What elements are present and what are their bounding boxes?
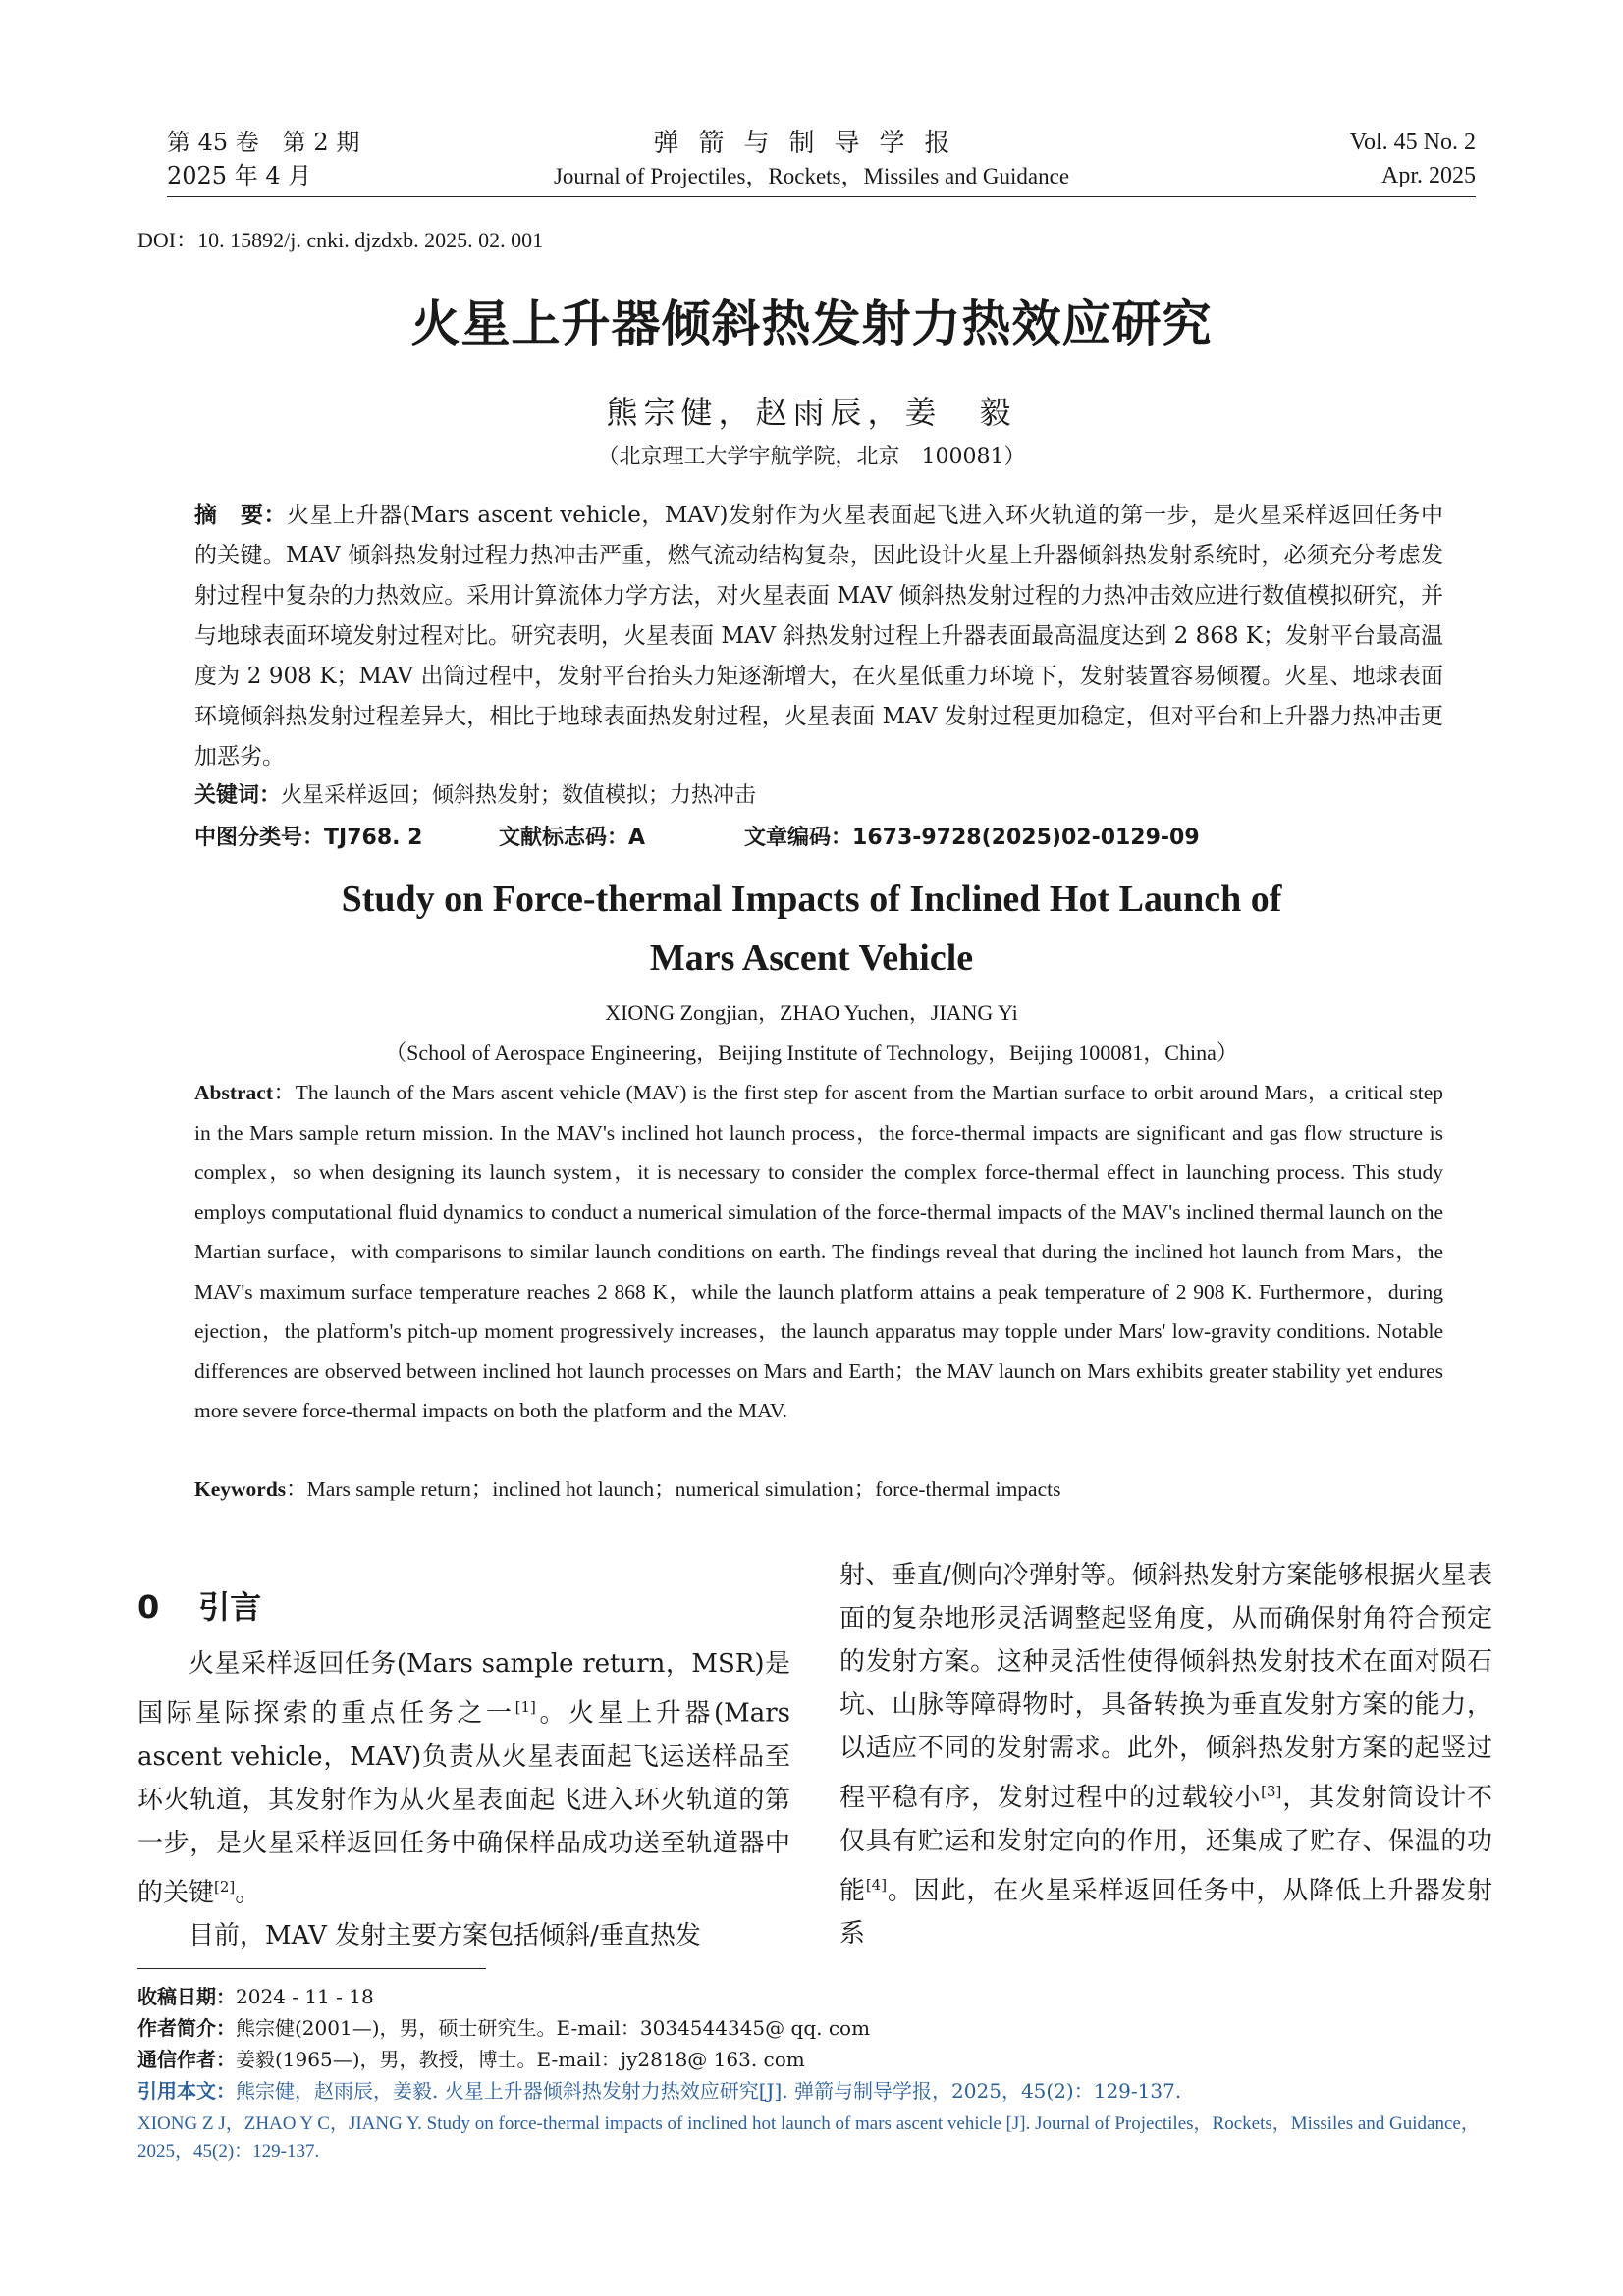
abstract-cn-label: 摘 要： <box>194 503 288 528</box>
authors-cn: 熊宗健，赵雨辰，姜 毅 <box>606 394 1017 431</box>
abstract-cn <box>194 496 1443 777</box>
article-code: 文章编码：1673-9728(2025)02-0129-09 <box>744 826 1200 850</box>
corresponding-author: 通信作者：姜毅(1965—)，男，教授，博士。E-mail：jy2818@ 163. com <box>137 2048 805 2071</box>
header-rule <box>167 196 1476 197</box>
paper-title-en-line1: Study on Force-thermal Impacts of Inclined Hot Launch of <box>341 879 1282 920</box>
section-heading <box>137 1582 261 1628</box>
abstract-en-label: Abstract <box>194 1081 274 1104</box>
citation-ref[interactable]: [2] <box>214 1877 236 1896</box>
issue-date-en: Apr. 2025 <box>1381 163 1476 188</box>
body-column-right <box>839 1554 1492 1955</box>
citation-en: XIONG Z J，ZHAO Y C，JIANG Y. Study on force-thermal impacts of inclined hot launch of mars ascent vehicle [J]. Journal of Projectiles，Rockets，Missiles and Guidance，2025，45(2)：129-137. <box>137 2113 1480 2162</box>
abstract-cn-text: 火星上升器(Mars ascent vehicle，MAV)发射作为火星表面起飞进入环火轨道的第一步，是火星采样返回任务中的关键。MAV 倾斜热发射过程力热冲击严重，燃气流动结构复杂，因此设计火星上升器倾斜热发射系统时，必须充分考虑发射过程中复杂的力热效应。采用计算流体力学方法，对火星表面 MAV 倾斜热发射过程的力热冲击效应进行数值模拟研究，并与地球表面环境发射过程对比。研究表明，火星表面 MAV 斜热发射过程上升器表面最高温度达到 2 868 K；发射平台最高温度为 2 908 K；MAV 出筒过程中，发射平台抬头力矩逐渐增大，在火星低重力环境下，发射装置容易倾覆。火星、地球表面环境倾斜热发射过程差异大，相比于地球表面热发射过程，火星表面 MAV 发射过程更加稳定，但对平台和上升器力热冲击更加恶劣。 <box>194 503 1443 770</box>
journal-name-en: Journal of Projectiles，Rockets，Missiles and Guidance <box>553 164 1070 188</box>
body-column-left <box>137 1642 790 1957</box>
keywords-cn <box>194 778 756 809</box>
citation-ref[interactable]: [3] <box>1261 1783 1282 1800</box>
journal-name-cn: 弹箭与制导学报 <box>653 129 970 158</box>
received-date: 收稿日期：2024 - 11 - 18 <box>137 1985 374 2008</box>
footnote-rule <box>137 1968 486 1969</box>
keywords-cn-text: 火星采样返回；倾斜热发射；数值模拟；力热冲击 <box>281 783 757 808</box>
citation-ref[interactable]: [1] <box>514 1698 536 1716</box>
section-title: 引言 <box>198 1588 262 1626</box>
authors-en: XIONG Zongjian，ZHAO Yuchen，JIANG Yi <box>605 1000 1018 1025</box>
doi: DOI：10. 15892/j. cnki. djzdxb. 2025. 02. 001 <box>137 228 544 252</box>
abstract-en <box>194 1073 1443 1431</box>
keywords-en-text: ：Mars sample return；inclined hot launch；numerical simulation；force-thermal impacts <box>286 1477 1061 1501</box>
volume-issue-en: Vol. 45 No. 2 <box>1349 130 1476 155</box>
keywords-cn-label: 关键词： <box>194 783 282 808</box>
paper-title-en-line2: Mars Ascent Vehicle <box>649 937 974 979</box>
clc-code: 中图分类号：TJ768. 2 <box>194 826 423 850</box>
paragraph: 火星采样返回任务(Mars sample return，MSR)是国际星际探索的重点任务之一[1]。火星上升器(Mars ascent vehicle，MAV)负责从火星表面起飞运送样品至环火轨道，其发射作为从火星表面起飞进入环火轨道的第一步，是火星采样返回任务中确保样品成功送至轨道器中的关键[2]。 <box>137 1649 790 1908</box>
affiliation-cn: （北京理工大学宇航学院，北京 100081） <box>597 445 1026 469</box>
author-bio: 作者简介：熊宗健(2001—)，男，硕士研究生。E-mail：3034544345@ qq. com <box>137 2016 871 2040</box>
classification-row <box>194 821 1443 851</box>
affiliation-en: （School of Aerospace Engineering，Beijing Institute of Technology，Beijing 100081，China） <box>385 1041 1238 1065</box>
paragraph: 目前，MAV 发射主要方案包括倾斜/垂直热发 <box>189 1921 701 1951</box>
issue-date-cn: 2025 年 4 月 <box>167 162 312 189</box>
keywords-en <box>194 1472 1443 1503</box>
journal-volume-info-en <box>1350 126 1476 192</box>
citation-ref[interactable]: [4] <box>865 1875 888 1894</box>
paper-title-en <box>0 870 1623 988</box>
paper-title-cn: 火星上升器倾斜热发射力热效应研究 <box>410 295 1213 352</box>
paragraph: 射、垂直/侧向冷弹射等。倾斜热发射方案能够根据火星表面的复杂地形灵活调整起竖角度，从而确保射角符合预定的发射方案。这种灵活性使得倾斜热发射技术在面对陨石坑、山脉等障碍物时，具备转换为垂直发射方案的能力，以适应不同的发射需求。此外，倾斜热发射方案的起竖过程平稳有序，发射过程中的过载较小[3]，其发射筒设计不仅具有贮运和发射定向的作用，还集成了贮存、保温的功能[4]。因此，在火星采样返回任务中，从降低上升器发射系 <box>839 1561 1492 1949</box>
citation-cn: 引用本文：熊宗健，赵雨辰，姜毅. 火星上升器倾斜热发射力热效应研究[J]. 弹箭与制导学报，2025，45(2)：129-137. <box>137 2079 1182 2103</box>
volume-issue: 第 45 卷 第 2 期 <box>167 129 360 156</box>
section-number: 0 <box>137 1588 160 1626</box>
keywords-en-label: Keywords <box>194 1477 287 1501</box>
document-code: 文献标志码：A <box>499 826 646 850</box>
abstract-en-text: ：The launch of the Mars ascent vehicle (MAV) is the first step for ascent from the Martian surface to orbit around Mars，a critical step in the Mars sample return mission. In the MAV's inclined hot launch process，the force-thermal impacts are significant and gas flow structure is complex，so when designing its launch system，it is necessary to consider the complex force-thermal effect in launching process. This study employs computational fluid dynamics to conduct a numerical simulation of the force-thermal impacts of the MAV's inclined thermal launch on the Martian surface，with comparisons to similar launch conditions on earth. The findings reveal that during the inclined hot launch from Mars，the MAV's maximum surface temperature reaches 2 868 K，while the launch platform attains a peak temperature of 2 908 K. Furthermore，during ejection，the platform's pitch-up moment progressively increases，the launch apparatus may topple under Mars' low-gravity conditions. Notable differences are observed between inclined hot launch processes on Mars and Earth；the MAV launch on Mars exhibits greater stability yet endures more severe force-thermal impacts on both the platform and the MAV. <box>194 1081 1443 1422</box>
